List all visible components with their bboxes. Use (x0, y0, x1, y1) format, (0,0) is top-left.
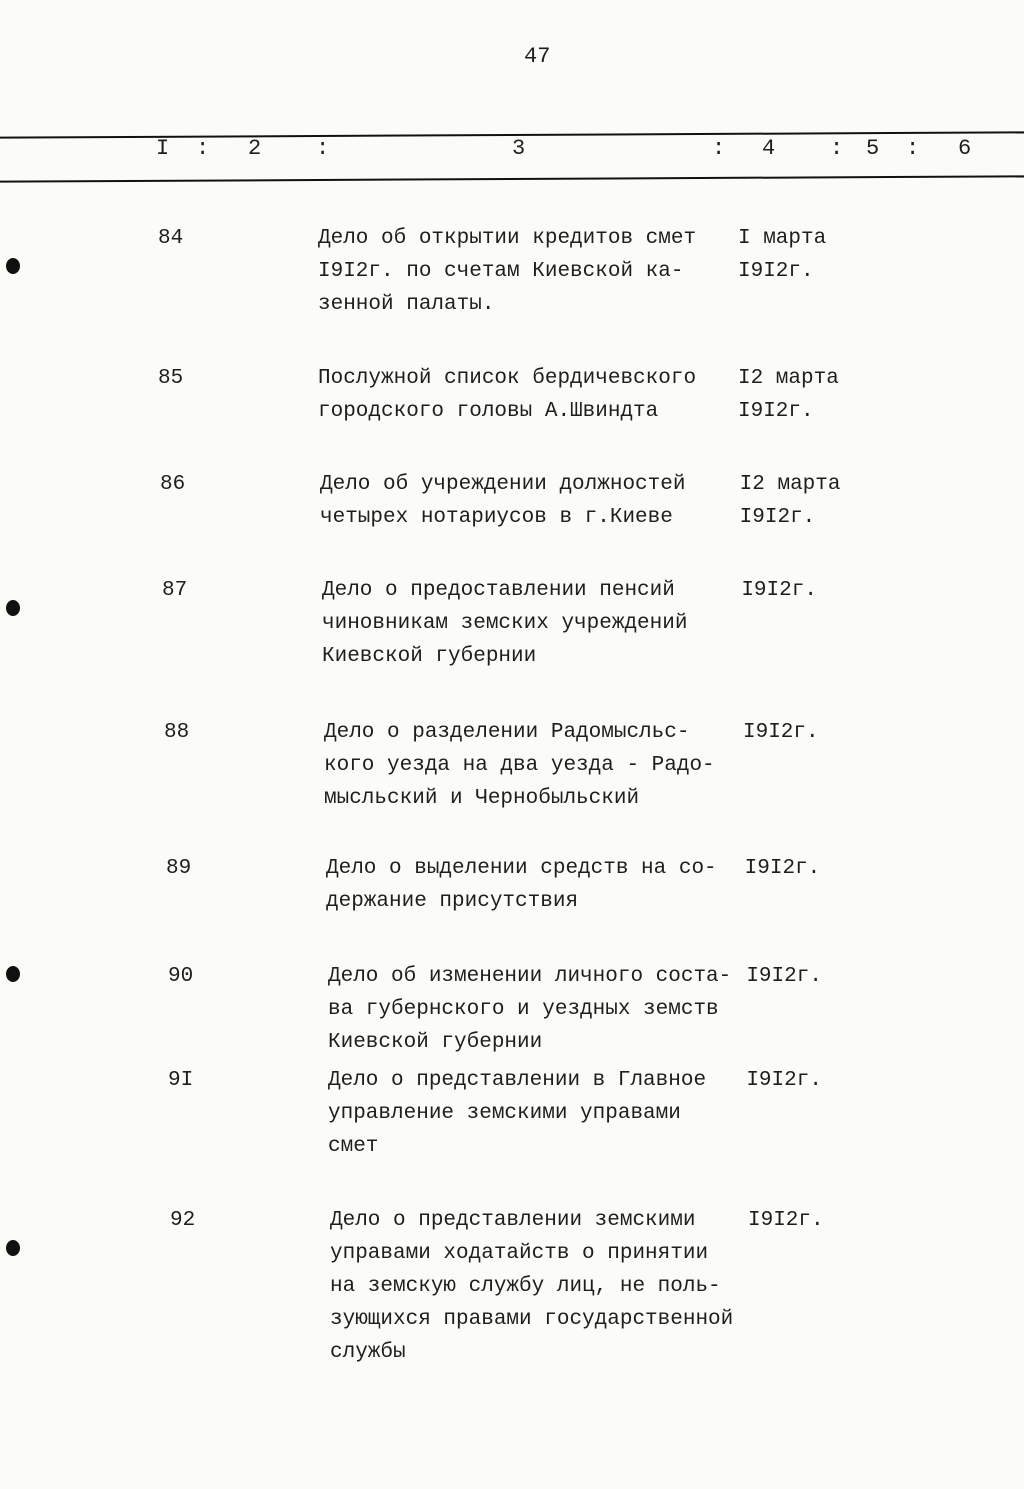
description-line: Дело о представлении земскими (330, 1209, 696, 1232)
description-line: Дело об открытии кредитов смет (318, 227, 697, 250)
date-line: I9I2г. (746, 1069, 822, 1092)
row-date (738, 222, 826, 288)
row-description (328, 1064, 706, 1163)
col-sep: : (906, 136, 920, 161)
col-sep: : (196, 136, 210, 161)
row-number: 90 (168, 965, 194, 988)
description-line: на земскую службу лиц, не поль- (330, 1275, 721, 1298)
row-date (746, 1064, 822, 1097)
col-header-3: 3 (512, 136, 526, 161)
row-description (326, 852, 717, 918)
row-description (324, 716, 715, 815)
date-line: I9I2г. (739, 506, 816, 529)
date-line: I9I2г. (741, 579, 817, 602)
description-line: Дело о выделении средств на со- (326, 857, 717, 880)
description-line: Дело об изменении личного соста- (328, 965, 732, 988)
date-line: I9I2г. (738, 260, 814, 283)
description-line: Киевской губернии (322, 645, 537, 668)
row-number: 92 (170, 1209, 196, 1232)
row-number: 9I (168, 1069, 194, 1092)
date-line: I2 марта (738, 367, 839, 390)
date-line: I9I2г. (744, 857, 821, 880)
description-line: Киевской губернии (328, 1031, 543, 1054)
description-line: смет (328, 1135, 379, 1158)
row-description (318, 222, 696, 321)
row-number: 89 (166, 857, 192, 880)
description-line: четырех нотариусов в г.Киеве (320, 506, 673, 529)
row-date (743, 716, 819, 749)
description-line: зенной палаты. (318, 293, 495, 316)
description-line: чиновникам земских учреждений (322, 612, 688, 635)
col-header-1: I (156, 136, 170, 161)
description-line: Дело о предоставлении пенсий (322, 579, 675, 602)
date-line: I9I2г. (743, 721, 819, 744)
row-description (322, 574, 687, 673)
description-line: мысльский и Чернобыльский (324, 787, 640, 810)
description-line: зующихся правами государственной (330, 1308, 734, 1331)
table-header-bottom-rule (0, 175, 1024, 182)
description-line: управление земскими управами (328, 1102, 681, 1125)
description-line: Послужной список бердичевского (318, 367, 697, 390)
description-line: службы (330, 1341, 406, 1364)
date-line: I9I2г. (738, 400, 814, 423)
description-line: I9I2г. по счетам Киевской ка- (318, 260, 684, 283)
col-sep: : (316, 136, 330, 161)
punch-hole (6, 600, 20, 616)
col-sep: : (830, 136, 844, 161)
row-date (738, 362, 839, 428)
description-line: ва губернского и уездных земств (328, 998, 719, 1021)
date-line: I9I2г. (748, 1209, 824, 1232)
row-description (330, 1204, 733, 1369)
row-number: 86 (160, 473, 186, 496)
col-header-5: 5 (866, 136, 880, 161)
row-number: 85 (158, 367, 184, 390)
row-date (748, 1204, 824, 1237)
date-line: I2 марта (739, 473, 841, 496)
description-line: Дело об учреждении должностей (320, 473, 686, 496)
page-number: 47 (524, 44, 551, 69)
row-description (320, 468, 685, 534)
date-line: I марта (738, 227, 827, 250)
col-header-4: 4 (762, 136, 776, 161)
date-line: I9I2г. (746, 965, 822, 988)
row-number: 84 (158, 227, 184, 250)
description-line: городского головы А.Швиндта (318, 400, 659, 423)
description-line: Дело о разделении Радомысльс- (324, 721, 690, 744)
punch-hole (6, 258, 20, 274)
description-line: держание присутствия (326, 890, 579, 913)
col-sep: : (712, 136, 726, 161)
row-description (318, 362, 696, 428)
row-date (746, 960, 822, 993)
description-line: Дело о представлении в Главное (328, 1069, 707, 1092)
row-date (741, 574, 817, 607)
row-number: 87 (162, 579, 188, 602)
punch-hole (6, 1240, 20, 1256)
description-line: управами ходатайств о принятии (330, 1242, 709, 1265)
col-header-6: 6 (958, 136, 972, 161)
punch-hole (6, 966, 20, 982)
row-date (740, 468, 841, 534)
description-line: кого уезда на два уезда - Радо- (324, 754, 715, 777)
col-header-2: 2 (248, 136, 262, 161)
row-description (328, 960, 731, 1059)
row-date (745, 852, 821, 885)
row-number: 88 (164, 721, 190, 744)
